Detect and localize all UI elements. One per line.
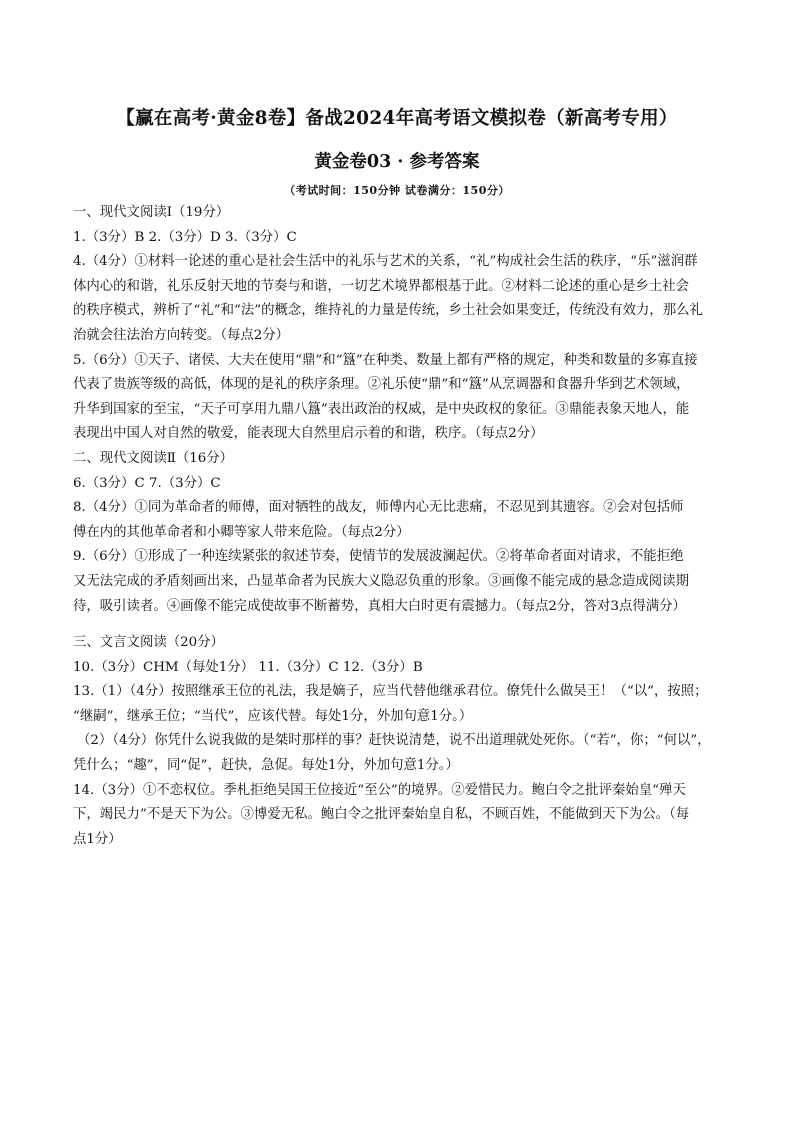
answer-line: 表现出中国人对自然的敬爱，能表现大自然里启示着的和谐，秩序。（每点2分） [73,426,544,442]
answer-line: （2）（4分）你凭什么说我做的是桀时那样的事？赶快说清楚，说不出道理就处死你。（“若”，你；“何以”， [77,733,711,749]
answer-line: 代表了贵族等级的高低，体现的是礼的秩序条理。②礼乐使“鼎”和“簋”从烹调器和食器升华到艺术领域， [73,377,690,393]
answer-line: 9.（6分）①形成了一种连续紧张的叙述节奏，使情节的发展波澜起伏。②将革命者面对请求，不能拒绝 [73,549,684,565]
answer-line: “继嗣”，继承王位；“当代”，应该代替。每处1分，外加句意1分。） [73,708,473,724]
answer-line: 又无法完成的矛盾刻画出来，凸显革命者为民族大义隐忍负重的形象。③画像不能完成的悬念造成阅读期 [73,573,689,589]
section-heading-modern-reading-2: 二、现代文阅读Ⅱ（16分） [73,450,234,466]
answer-line: 待，吸引读者。④画像不能完成使故事不断蓄势，真相大白时更有震撼力。（每点2分，答对3点得满分） [73,598,686,614]
page-subtitle: 黄金卷03 · 参考答案 [314,152,480,172]
answer-line: 凭什么；“趣”，同“促”，赶快，急促。每处1分，外加句意1分。） [73,758,459,774]
spacer [73,619,733,631]
answer-line: 点1分） [73,831,122,847]
answer-line: 13.（1）（4分）按照继承王位的礼法，我是嫡子，应当代替他继承君位。僚凭什么做吴王！（“以”，按照； [73,684,708,700]
section-heading-classical-chinese: 三、文言文阅读（20分） [73,635,224,651]
answer-line: 升华到国家的至宝，“天子可享用九鼎八簋”表出政治的权威，是中央政权的象征。③鼎能表象天地人，能 [73,401,690,417]
answer-line: 4.（4分）①材料一论述的重心是社会生活中的礼乐与艺术的关系，“礼”构成社会生活的秩序，“乐”滋润群 [73,254,698,270]
answer-line: 8.（4分）①同为革命者的师傅，面对牺牲的战友，师傅内心无比悲痛，不忍见到其遗容。②会对包括师 [73,500,684,516]
section-heading-modern-reading-1: 一、现代文阅读Ⅰ（19分） [73,205,230,220]
answer-line: 5.（6分）①天子、诸侯、大夫在使用“鼎”和“簋”在种类、数量上都有严格的规定，种类和数量的多寡直接 [73,352,698,368]
page-title: 【赢在高考·黄金8卷】备战2024年高考语文模拟卷（新高考专用） [116,108,678,129]
answer-content [73,201,733,852]
answer-line: 体内心的和谐，礼乐反射天地的节奏与和谐，一切艺术境界都根基于此。②材料二论述的重心是乡土社会 [73,278,689,294]
answer-line: 的秩序模式，辨析了“礼”和“法”的概念，维持礼的力量是传统，乡土社会如果变迁，传统没有效力，那么礼 [73,303,703,319]
answer-line: 14.（3分）①不恋权位。季札拒绝吴国王位接近“至公”的境界。②爱惜民力。鲍白令之批评秦始皇“殚天 [73,782,686,798]
answer-line: 下，竭民力”不是天下为公。③博爱无私。鲍白令之批评秦始皇自私，不顾百姓，不能做到天下为公。（每 [73,807,690,823]
answer-line: 6.（3分）C 7.（3分）C [73,475,221,491]
answer-line: 傅在内的其他革命者和小卿等家人带来危险。（每点2分） [73,524,410,540]
answer-line: 10.（3分）CHM（每处1分） 11.（3分）C 12.（3分）B [73,659,423,675]
exam-info: （考试时间：150分钟 试卷满分：150分） [284,184,510,197]
answer-line: 1.（3分）B 2.（3分）D 3.（3分）C [73,229,297,245]
answer-line: 治就会往法治方向转变。（每点2分） [73,327,290,343]
